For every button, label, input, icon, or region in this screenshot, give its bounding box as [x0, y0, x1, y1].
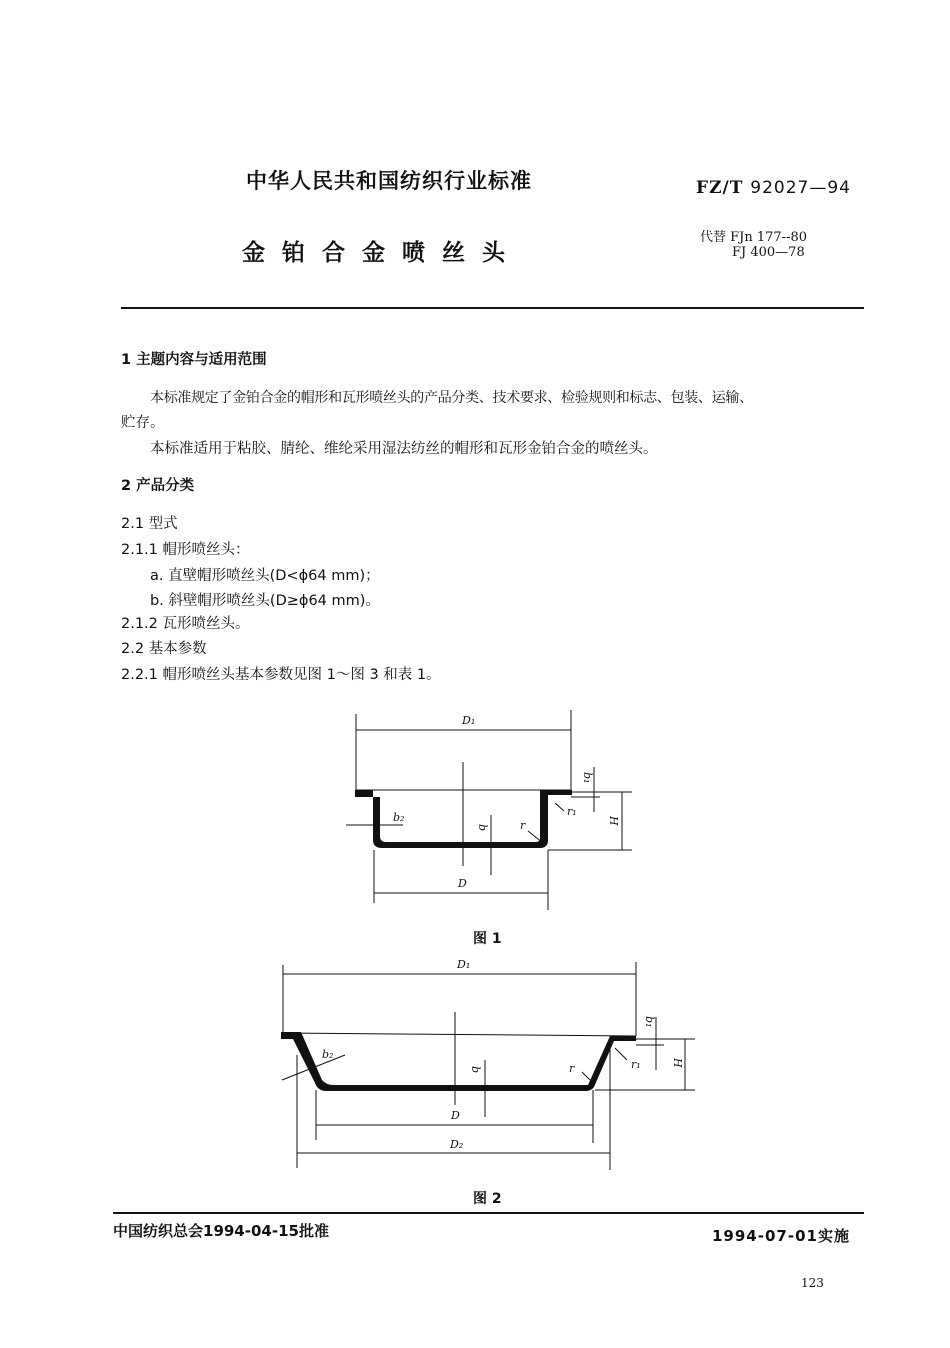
- footer-divider: [113, 1212, 864, 1214]
- fig2-label-D1: D₁: [457, 958, 471, 971]
- section-1-paragraph-1-cont: 贮存。: [121, 415, 165, 431]
- section-2-2: 2.2 基本参数: [121, 641, 207, 657]
- fig2-label-b: b: [469, 1066, 482, 1074]
- fig1-label-D: D: [458, 877, 467, 890]
- fig1-label-b: b: [476, 824, 489, 832]
- section-1-heading: 1 主题内容与适用范围: [121, 352, 267, 368]
- replaces-line-1: 代替 FJn 177--80: [700, 230, 808, 245]
- section-1-paragraph-1: 本标准规定了金铂合金的帽形和瓦形喷丝头的产品分类、技术要求、检验规则和标志、包装、运输、: [150, 390, 753, 406]
- effective-date: 1994-07-01实施: [712, 1227, 850, 1245]
- section-2-1-1: 2.1.1 帽形喷丝头：: [121, 542, 250, 558]
- fig2-label-r1: r₁: [631, 1058, 641, 1071]
- item-a: a. 直壁帽形喷丝头(D<ϕ64 mm)；: [150, 568, 380, 584]
- item-b: b. 斜壁帽形喷丝头(D≥ϕ64 mm)。: [150, 593, 380, 609]
- fig1-label-b1: b₁: [581, 772, 594, 784]
- section-2-2-1: 2.2.1 帽形喷丝头基本参数见图 1～图 3 和表 1。: [121, 667, 441, 683]
- org-title: 中华人民共和国纺织行业标准: [246, 169, 532, 193]
- fig2-label-D2: D₂: [450, 1138, 464, 1151]
- approval-note: 中国纺织总会1994-04-15批准: [113, 1222, 329, 1240]
- figure-1-caption: 图 1: [473, 931, 502, 947]
- fig1-label-H: H: [607, 816, 620, 826]
- standard-code-number: 92027—94: [750, 178, 851, 198]
- fig1-label-b2: b₂: [393, 811, 405, 824]
- replaces-line-2: FJ 400—78: [732, 245, 805, 260]
- fig1-label-D1: D₁: [462, 714, 476, 727]
- page-number: 123: [801, 1276, 824, 1290]
- figure-2-caption: 图 2: [473, 1191, 502, 1207]
- section-2-1: 2.1 型式: [121, 516, 178, 532]
- fig2-label-r: r: [569, 1062, 575, 1075]
- fig2-label-b2: b₂: [322, 1048, 334, 1061]
- standard-code-prefix: FZ/T: [696, 178, 744, 198]
- section-1-paragraph-2: 本标准适用于粘胶、腈纶、维纶采用湿法纺丝的帽形和瓦形金铂合金的喷丝头。: [150, 441, 658, 457]
- document-title: 金铂合金喷丝头: [242, 240, 522, 266]
- fig2-label-D: D: [451, 1109, 460, 1122]
- fig2-label-b1: b₁: [643, 1016, 656, 1028]
- fig2-label-H: H: [671, 1058, 684, 1068]
- fig1-label-r: r: [520, 819, 526, 832]
- fig1-label-r1: r₁: [567, 805, 577, 818]
- section-2-heading: 2 产品分类: [121, 478, 195, 494]
- section-2-1-2: 2.1.2 瓦形喷丝头。: [121, 616, 250, 632]
